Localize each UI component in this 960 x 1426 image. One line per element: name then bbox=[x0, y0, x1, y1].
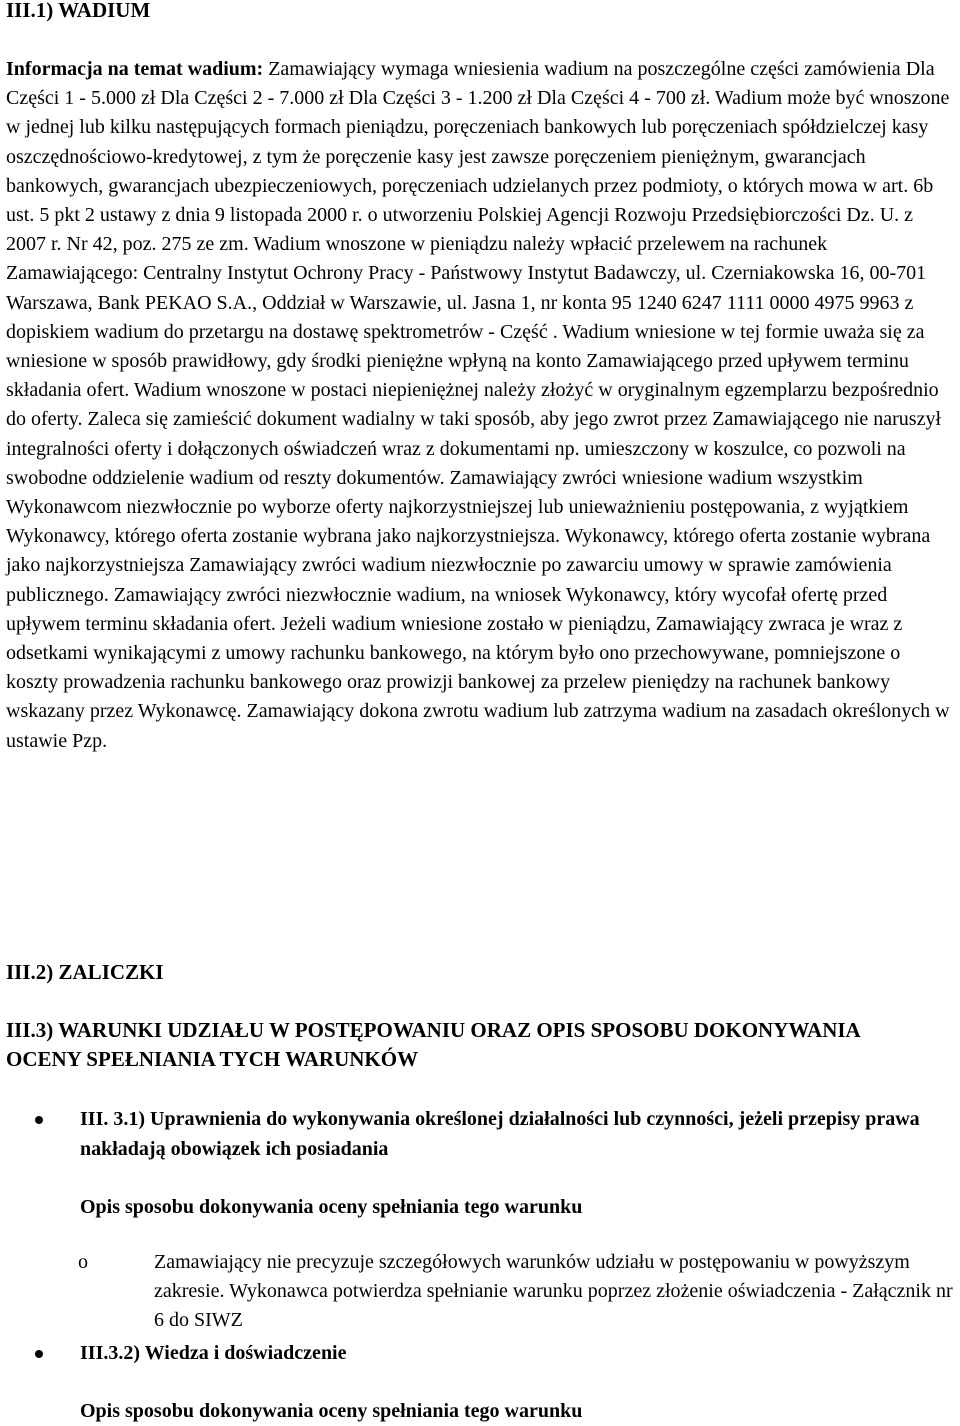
wadium-label: Informacja na temat wadium: bbox=[6, 58, 264, 80]
opis-heading: Opis sposobu dokonywania oceny spełniania tego warunku bbox=[80, 1196, 583, 1218]
condition-description-text: Zamawiający nie precyzuje szczegółowych warunków udziału w postępowaniu w powyższym zakresie. Wykonawca potwierdza spełnianie warunku poprzez złożenie oświadczenia - Załącznik nr 6 do SIWZ bbox=[154, 1251, 953, 1331]
bullet-icon bbox=[35, 1116, 43, 1124]
bullet-icon bbox=[35, 1350, 43, 1358]
condition-title: III.3.2) Wiedza i doświadczenie bbox=[80, 1342, 347, 1364]
wadium-text: Zamawiający wymaga wniesienia wadium na poszczególne części zamówienia Dla Części 1 - 5.000 zł Dla Części 2 - 7.000 zł Dla Części 3 - 1.200 zł Dla Części 4 - 700 zł. Wadium może być wnoszone w jednej lub kilku następujących formach pieniądzu, poręczeniach bankowych lub poręczeniach spółdzielczej kasy oszczędnościowo-kredytowej, z tym że poręczenie kasy jest zawsze poręczeniem pieniężnym, gwarancjach bankowych, gwarancjach ubezpieczeniowych, poręczeniach udzielanych przez podmioty, o których mowa w art. 6b ust. 5 pkt 2 ustawy z dnia 9 listopada 2000 r. o utworzeniu Polskiej Agencji Rozwoju Przedsiębiorczości Dz. U. z 2007 r. Nr 42, poz. 275 ze zm. Wadium wnoszone w pieniądzu należy wpłacić przelewem na rachunek Zamawiającego: Centralny Instytut Ochrony Pracy - Państwowy Instytut Badawczy, ul. Czerniakowska 16, 00-701 Warszawa, Bank PEKAO S.A., Oddział w Warszawie, ul. Jasna 1, nr konta 95 1240 6247 1111 0000 4975 9963 z dopiskiem wadium do przetargu na dostawę spektrometrów - Część . Wadium wniesione w tej formie uważa się za wniesione w sposób prawidłowy, gdy środki pieniężne wpłyną na konto Zamawiającego przed upływem terminu składania ofert. Wadium wnoszone w postaci niepieniężnej należy złożyć w oryginalnym egzemplarzu bezpośrednio do oferty. Zaleca się zamieścić dokument wadialny w taki sposób, aby jego zwrot przez Zamawiającego nie naruszył integralności oferty i dołączonych oświadczeń wraz z dokumentami np. umieszczony w koszulce, co pozwoli na swobodne oddzielenie wadium od reszty dokumentów. Zamawiający zwróci wniesione wadium wszystkim Wykonawcom niezwłocznie po wyborze oferty najkorzystniejszej lub unieważnieniu postępowania, z wyjątkiem Wykonawcy, którego oferta zostanie wybrana jako najkorzystniejsza. Wykonawcy, którego oferta zostanie wybrana jako najkorzystniejsza Zamawiający zwróci wadium niezwłocznie po zawarciu umowy w sprawie zamówienia publicznego. Zamawiający zwróci niezwłocznie wadium, na wniosek Wykonawcy, który wycofał ofertę przed upływem terminu składania ofert. Jeżeli wadium wniesione zostało w pieniądzu, Zamawiający zwraca je wraz z odsetkami wynikającymi z umowy rachunku bankowego, na którym było ono przechowywane, pomniejszone o koszty prowadzenia rachunku bankowego oraz prowizji bankowej za przelew pieniędzy na rachunek bankowy wskazany przez Wykonawcę. Zamawiający dokona zwrotu wadium lub zatrzyma wadium na zasadach określonych w ustawie Pzp. bbox=[6, 58, 950, 752]
wadium-paragraph bbox=[6, 55, 952, 756]
wadium-heading: III.1) WADIUM bbox=[6, 0, 151, 22]
zaliczki-heading: III.2) ZALICZKI bbox=[6, 960, 164, 984]
sub-bullet-icon: o bbox=[78, 1251, 88, 1273]
opis-heading: Opis sposobu dokonywania oceny spełniania tego warunku bbox=[80, 1400, 583, 1422]
condition-title: III. 3.1) Uprawnienia do wykonywania określonej działalności lub czynności, jeżeli przepisy prawa nakładają obowiązek ich posiadania bbox=[80, 1108, 920, 1160]
warunki-heading: III.3) WARUNKI UDZIAŁU W POSTĘPOWANIU ORAZ OPIS SPOSOBU DOKONYWANIA OCENY SPEŁNIANIA TYCH WARUNKÓW bbox=[6, 1018, 860, 1071]
